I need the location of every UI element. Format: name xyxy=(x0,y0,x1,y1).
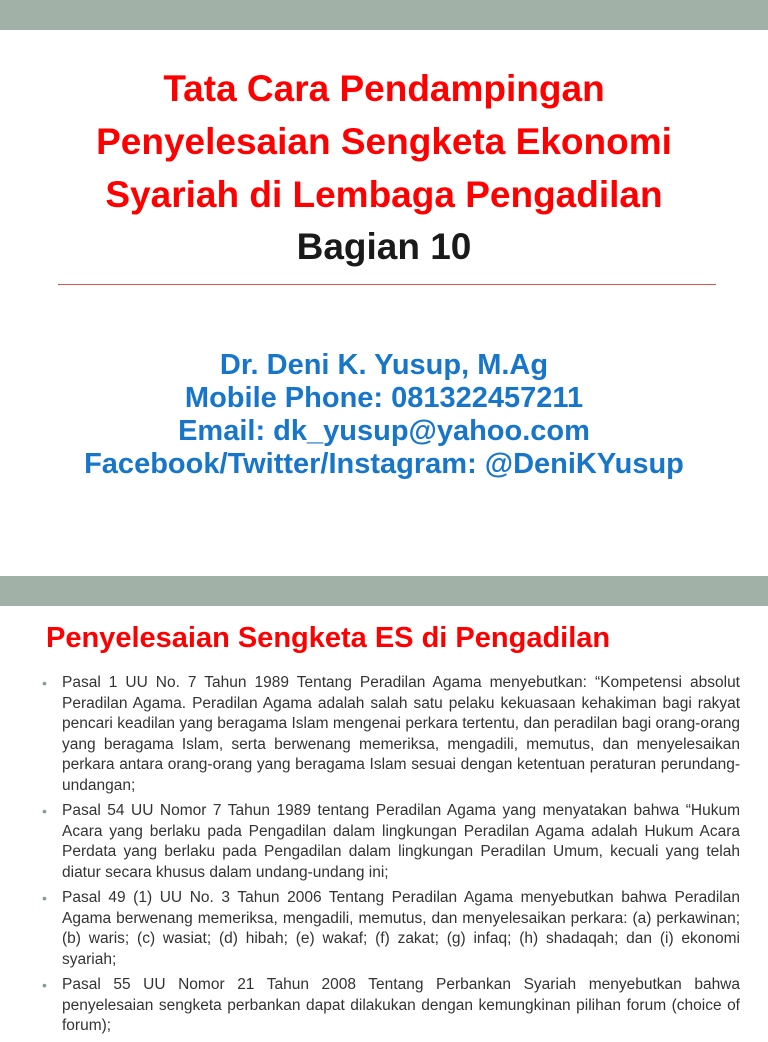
author-name: Dr. Deni K. Yusup, M.Ag xyxy=(219,349,549,381)
slide-title-heading xyxy=(0,62,768,221)
bullet-item xyxy=(40,975,740,1037)
author-social: Facebook/Twitter/Instagram: @DeniKYusup xyxy=(84,448,684,480)
bullet-icon: • xyxy=(42,977,47,993)
title-line: Syariah di Lembaga Pengadilan xyxy=(105,174,663,215)
bullet-icon: • xyxy=(42,890,47,906)
title-line: Penyelesaian Sengketa Ekonomi xyxy=(96,121,672,162)
bullet-item xyxy=(40,801,740,883)
bullet-list xyxy=(40,673,740,1042)
bullet-text: Pasal 54 UU Nomor 7 Tahun 1989 tentang Peradilan Agama yang menyatakan bahwa “Hukum Acara yang berlaku pada Pengadilan dalam lingkungan Peradilan Agama adalah Hukum Acara Perdata yang berlaku pada Pengadilan dalam lingkungan Peradilan Umum, kecuali yang telah diatur secara khusus dalam undang-undang ini; xyxy=(62,802,740,881)
title-line: Tata Cara Pendampingan xyxy=(163,68,605,109)
contact-block xyxy=(0,349,768,481)
slide-content-heading: Penyelesaian Sengketa ES di Pengadilan xyxy=(46,622,611,654)
bullet-item xyxy=(40,888,740,970)
bullet-text: Pasal 1 UU No. 7 Tahun 1989 Tentang Peradilan Agama menyebutkan: “Kompetensi absolut Peradilan Agama. Peradilan Agama adalah salah satu pelaku kekuasaan kehakiman bagi rakyat pencari keadilan yang beragama Islam mengenai perkara tertentu, dan peradilan bagi orang-orang yang beragama Islam, serta berwenang memeriksa, mengadili, memutus, dan menyelesaikan perkara antara orang-orang yang beragama Islam sesuai dengan ketentuan peraturan perundang-undangan; xyxy=(62,674,740,794)
author-phone: Mobile Phone: 081322457211 xyxy=(184,382,584,414)
slide-content xyxy=(0,576,768,1034)
divider xyxy=(58,284,716,285)
bullet-text: Pasal 55 UU Nomor 21 Tahun 2008 Tentang Perbankan Syariah menyebutkan bahwa penyelesaian sengketa perbankan dapat dilakukan dengan kemungkinan pilihan forum (choice of forum); xyxy=(62,976,740,1034)
bullet-text: Pasal 49 (1) UU No. 3 Tahun 2006 Tentang Peradilan Agama menyebutkan bahwa Peradilan Agama berwenang memeriksa, mengadili, memutus, dan menyelesaikan perkara: (a) perkawinan; (b) waris; (c) wasiat; (d) hibah; (e) wakaf; (f) zakat; (g) infaq; (h) shadaqah; dan (i) ekonomi syariah; xyxy=(62,889,740,968)
slide-subtitle: Bagian 10 xyxy=(296,226,472,267)
bullet-icon: • xyxy=(42,675,47,691)
bullet-icon: • xyxy=(42,803,47,819)
slide-top-band xyxy=(0,576,768,606)
bullet-item xyxy=(40,673,740,796)
slide-top-band xyxy=(0,0,768,30)
author-email: Email: dk_yusup@yahoo.com xyxy=(178,415,590,447)
